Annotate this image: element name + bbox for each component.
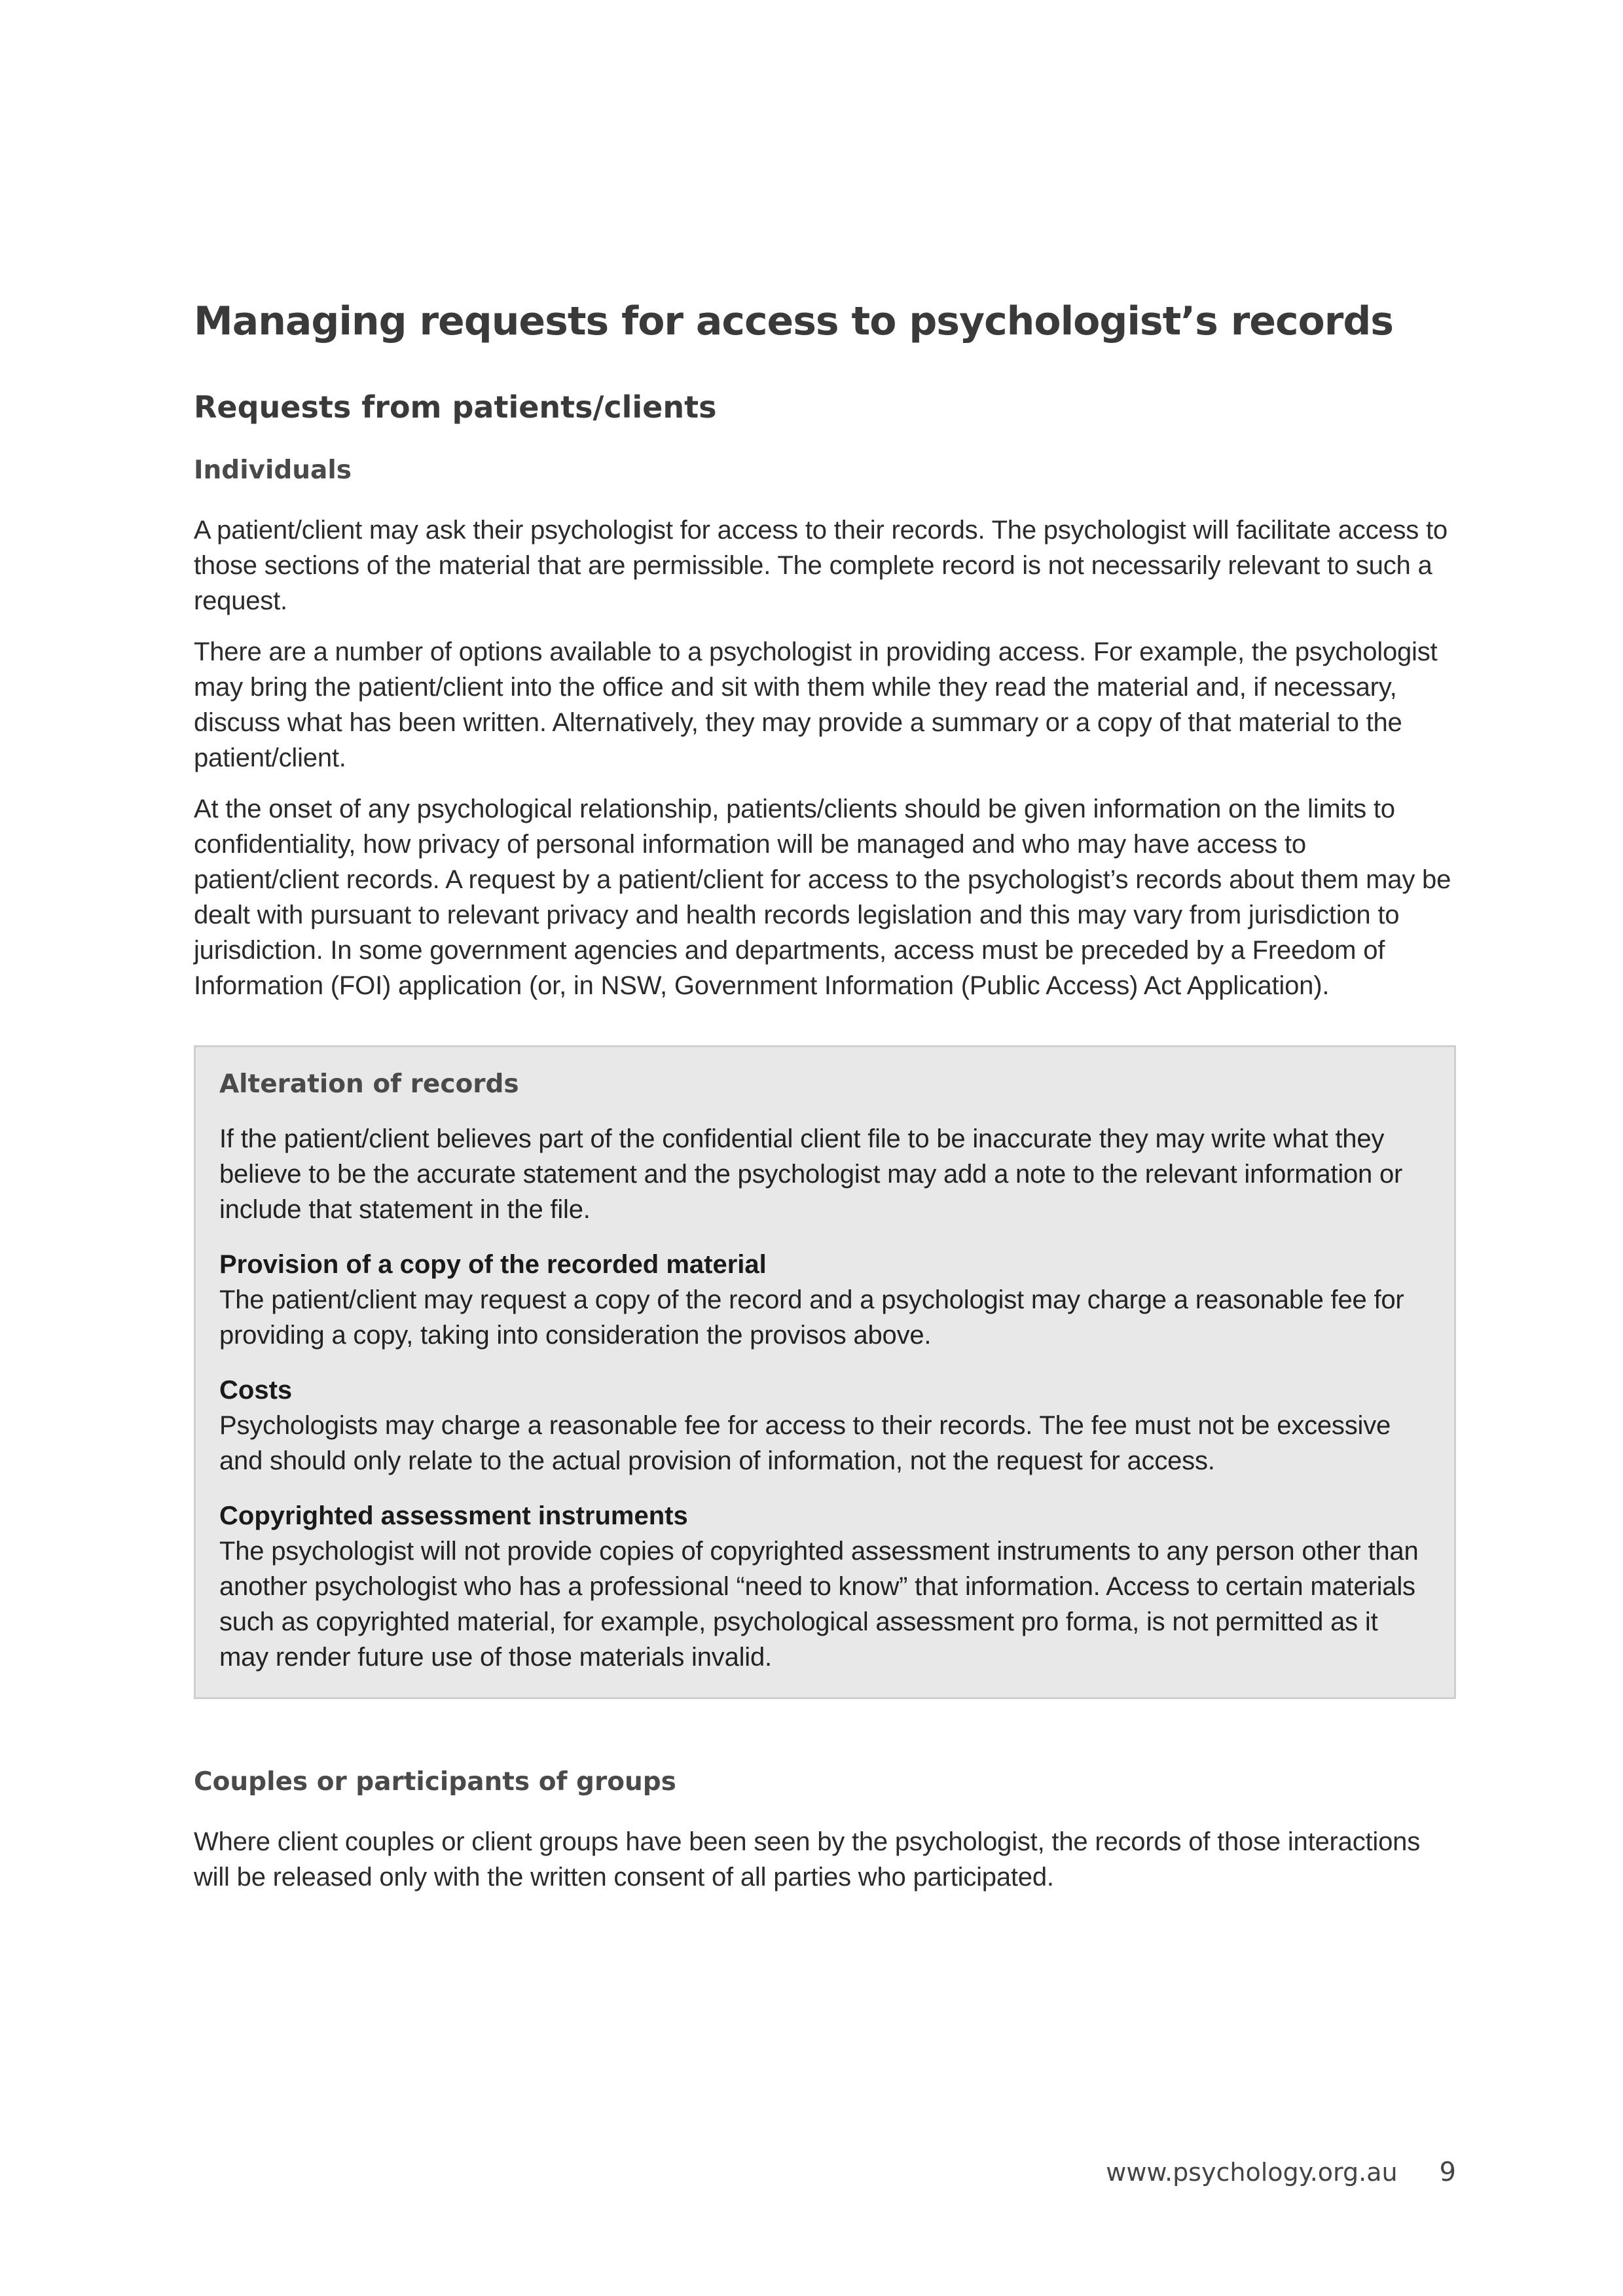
callout-item-text: Psychologists may charge a reasonable fee for access to their records. The fee must not be excessive and should only relate to the actual provision of information, not the request for access. [219, 1410, 1391, 1475]
couples-paragraph: Where client couples or client groups have been seen by the psychologist, the records of those interactions will be released only with the written consent of all parties who participated. [194, 1827, 1421, 1892]
callout-intro: If the patient/client believes part of the confidential client file to be inaccurate they may write what they believe to be the accurate statement and the psychologist may add a note to the relevant information or include that statement in the file. [219, 1124, 1403, 1224]
individuals-paragraph-3: At the onset of any psychological relationship, patients/clients should be given information on the limits to confidentiality, how privacy of personal information will be managed and who may have access to patient/client records. A request by a patient/client for access to the psychologist’s records about them may be dealt with pursuant to relevant privacy and health records legislation and this may vary from jurisdiction to jurisdiction. In some government agencies and departments, access must be preceded by a Freedom of Information (FOI) application (or, in NSW, Government Information (Public Access) Act Application). [194, 794, 1451, 1000]
individuals-heading: Individuals [194, 456, 352, 486]
callout-title: Alteration of records [219, 1069, 519, 1099]
callout-item-copy [219, 1247, 1431, 1353]
callout-item-copyrighted [219, 1498, 1431, 1675]
page-number: 9 [1439, 2157, 1456, 2187]
couples-heading: Couples or participants of groups [194, 1767, 676, 1797]
page-footer [1106, 2157, 1456, 2187]
individuals-paragraph-2: There are a number of options available to a psychologist in providing access. For example, the psychologist may bring the patient/client into the office and sit with them while they read the material and, if necessary, discuss what has been written. Alternatively, they may provide a summary or a copy of that material to the patient/client. [194, 637, 1438, 772]
callout-item-costs [219, 1372, 1431, 1479]
callout-item-text: The psychologist will not provide copies of copyrighted assessment instruments to any person other than another psychologist who has a professional “need to know” that information. Access to certain materials such as copyrighted material, for example, psychological assessment pro forma, is not permitted as it may render future use of those materials invalid. [219, 1536, 1419, 1672]
callout-item-heading: Provision of a copy of the recorded material [219, 1249, 767, 1279]
individuals-paragraph-1: A patient/client may ask their psychologist for access to their records. The psychologist will facilitate access to those sections of the material that are permissible. The complete record is not necessarily relevant to such a request. [194, 515, 1448, 615]
document-page [194, 298, 1456, 1895]
callout-item-heading: Copyrighted assessment instruments [219, 1501, 688, 1530]
alteration-callout-box [194, 1045, 1456, 1699]
footer-url: www.psychology.org.au [1106, 2158, 1398, 2187]
callout-item-heading: Costs [219, 1375, 293, 1405]
page-title: Managing requests for access to psychologist’s records [194, 298, 1394, 344]
section-title: Requests from patients/clients [194, 389, 717, 425]
callout-item-text: The patient/client may request a copy of the record and a psychologist may charge a reasonable fee for providing a copy, taking into consideration the provisos above. [219, 1285, 1404, 1350]
